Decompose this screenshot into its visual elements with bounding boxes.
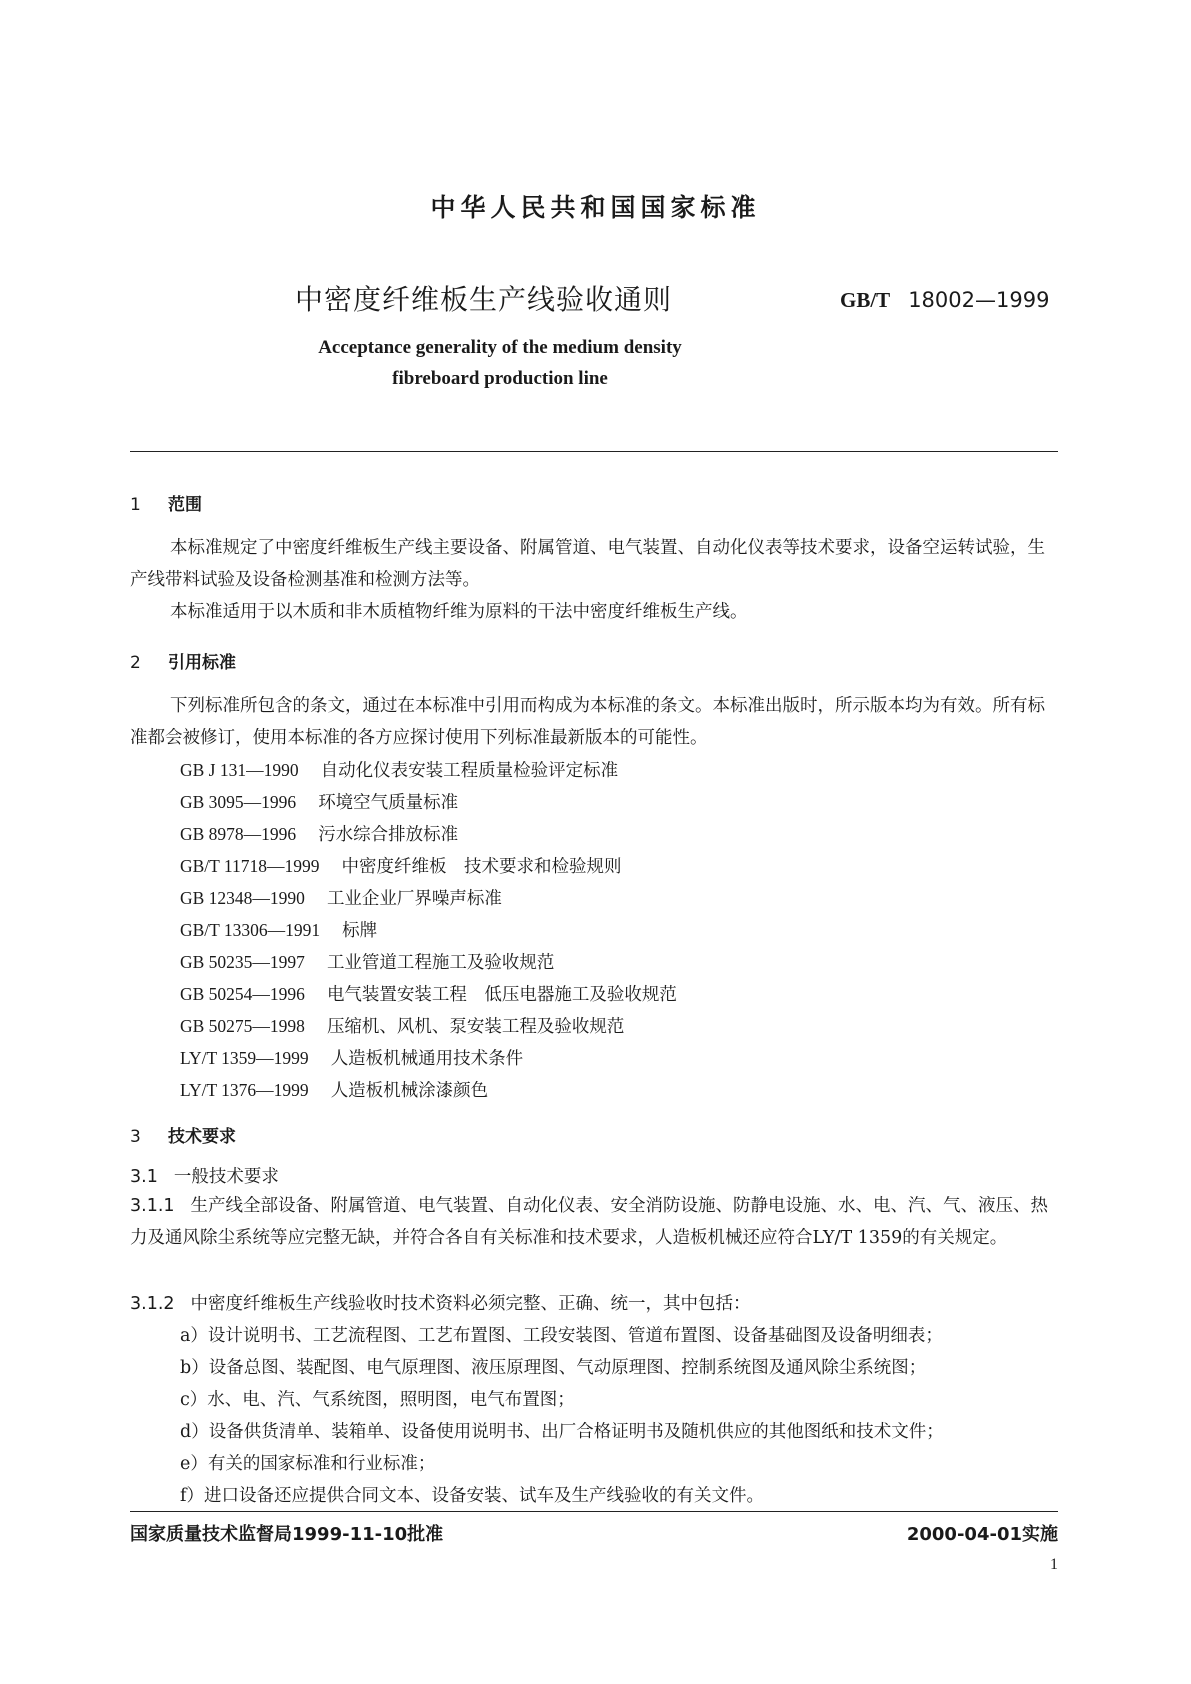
section-2-paragraph-1: 下列标准所包含的条文，通过在本标准中引用而构成为本标准的条文。本标准出版时，所示版本均为有效。所有标准都会被修订，使用本标准的各方应探讨使用下列标准最新版本的可能性。 — [130, 696, 1045, 748]
list-item: e）有关的国家标准和行业标准； — [180, 1454, 436, 1474]
effective-date: 2000-04-01实施 — [906, 1524, 1058, 1545]
national-standard-heading: 中华人民共和国国家标准 — [430, 193, 761, 222]
section-1-paragraph-1: 本标准规定了中密度纤维板生产线主要设备、附属管道、电气装置、自动化仪表等技术要求，设备空运转试验，生产线带料试验及设备检测基准和检测方法等。 — [130, 538, 1045, 590]
english-title-line-2: fibreboard production line — [392, 368, 608, 389]
list-item: c）水、电、汽、气系统图，照明图，电气布置图； — [180, 1390, 575, 1410]
reference-item: GB/T 13306—1991 标牌 — [180, 920, 378, 941]
section-1-paragraph-2: 本标准适用于以木质和非木质植物纤维为原料的干法中密度纤维板生产线。 — [170, 602, 748, 622]
reference-item: LY/T 1376—1999 人造板机械涂漆颜色 — [180, 1080, 489, 1101]
footer-divider — [130, 1511, 1058, 1512]
header-divider — [130, 451, 1058, 452]
standard-number — [840, 288, 1049, 313]
list-item: a）设计说明书、工艺流程图、工艺布置图、工段安装图、管道布置图、设备基础图及设备明细表； — [180, 1326, 943, 1346]
reference-item: GB J 131—1990 自动化仪表安装工程质量检验评定标准 — [180, 760, 619, 781]
reference-item: GB 3095—1996 环境空气质量标准 — [180, 792, 459, 813]
clause-3-1-1: 3.1.1 生产线全部设备、附属管道、电气装置、自动化仪表、安全消防设施、防静电设施、水、电、汽、气、液压、热力及通风除尘系统等应完整无缺，并符合各自有关标准和技术要求，人造板机械还应符合LY/T 1359的有关规定。 — [130, 1196, 1049, 1248]
section-2-title: 引用标准 — [168, 653, 236, 673]
clause-3-1: 3.1 一般技术要求 — [130, 1167, 279, 1187]
section-3-number: 3 — [130, 1127, 141, 1147]
reference-item: GB 50275—1998 压缩机、风机、泵安装工程及验收规范 — [180, 1016, 625, 1037]
reference-item: GB 12348—1990 工业企业厂界噪声标准 — [180, 888, 502, 909]
page-number: 1 — [1050, 1556, 1058, 1573]
section-3-title: 技术要求 — [168, 1127, 236, 1147]
section-3-heading — [130, 1122, 236, 1147]
reference-item: GB 50235—1997 工业管道工程施工及验收规范 — [180, 952, 555, 973]
list-item: f）进口设备还应提供合同文本、设备安装、试车及生产线验收的有关文件。 — [180, 1486, 764, 1506]
section-1-number: 1 — [130, 495, 141, 515]
reference-item: GB 50254—1996 电气装置安装工程 低压电器施工及验收规范 — [180, 984, 677, 1005]
approval-date: 国家质量技术监督局1999-11-10批准 — [130, 1524, 444, 1545]
standard-code: 18002—1999 — [908, 288, 1050, 312]
list-item: b）设备总图、装配图、电气原理图、液压原理图、气动原理图、控制系统图及通风除尘系统图； — [180, 1358, 927, 1378]
section-1-title: 范围 — [168, 495, 202, 515]
clause-3-1-2: 3.1.2 中密度纤维板生产线验收时技术资料必须完整、正确、统一，其中包括： — [130, 1294, 751, 1314]
reference-item: LY/T 1359—1999 人造板机械通用技术条件 — [180, 1048, 524, 1069]
section-1-heading — [130, 490, 202, 515]
english-title-line-1: Acceptance generality of the medium density — [318, 337, 682, 358]
standard-prefix: GB/T — [840, 288, 891, 312]
document-title: 中密度纤维板生产线验收通则 — [295, 283, 673, 316]
reference-item: GB 8978—1996 污水综合排放标准 — [180, 824, 459, 845]
list-item: d）设备供货清单、装箱单、设备使用说明书、出厂合格证明书及随机供应的其他图纸和技术文件； — [180, 1422, 944, 1442]
section-2-number: 2 — [130, 653, 141, 673]
reference-item: GB/T 11718—1999 中密度纤维板 技术要求和检验规则 — [180, 856, 622, 877]
section-2-heading — [130, 648, 236, 673]
